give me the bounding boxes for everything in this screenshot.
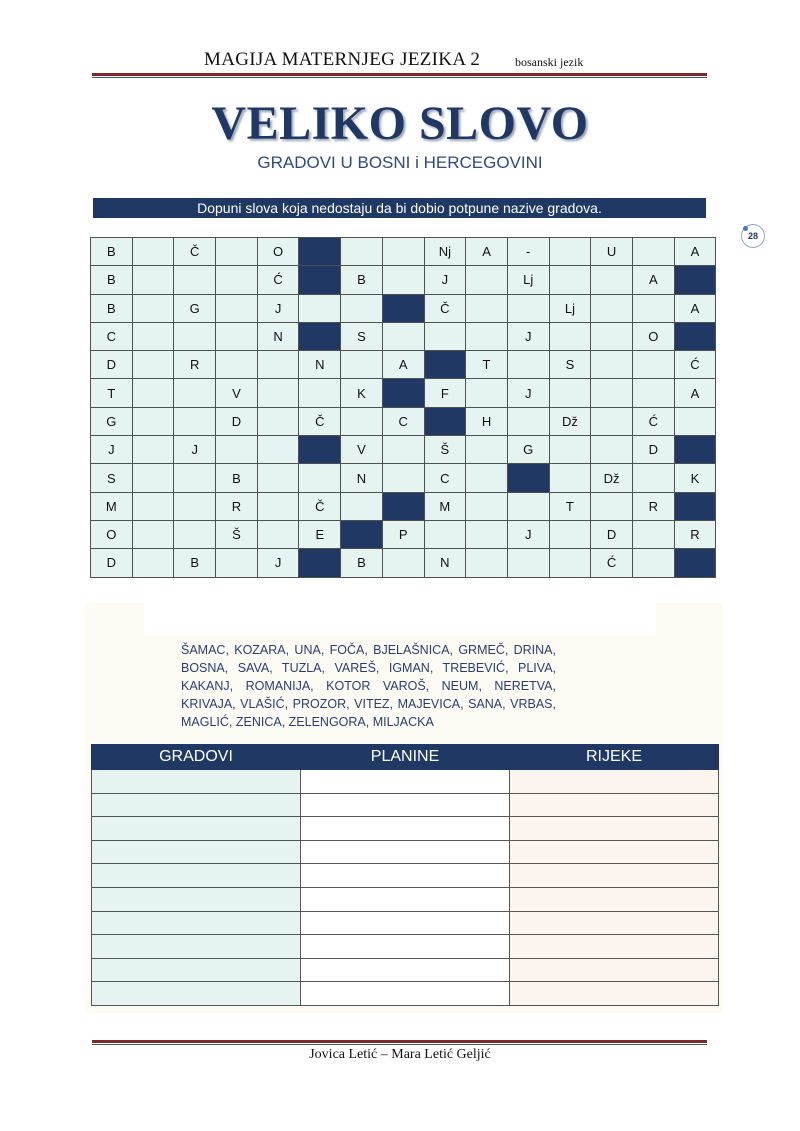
category-table: [91, 744, 719, 1006]
grid-letter-cell: U: [591, 238, 633, 266]
grid-empty-cell[interactable]: [549, 266, 591, 294]
grid-letter-cell: C: [91, 322, 133, 350]
grid-row: [91, 351, 716, 379]
grid-empty-cell[interactable]: [257, 492, 299, 520]
grid-empty-cell[interactable]: [591, 407, 633, 435]
book-title: MAGIJA MATERNJEG JEZIKA 2: [204, 49, 481, 70]
grid-letter-cell: A: [382, 351, 424, 379]
category-row: [92, 793, 719, 817]
grid-blocked-cell: [299, 322, 341, 350]
grid-empty-cell[interactable]: [591, 379, 633, 407]
category-row: [92, 911, 719, 935]
category-row: [92, 817, 719, 841]
grid-letter-cell: K: [674, 464, 716, 492]
grid-blocked-cell: [674, 322, 716, 350]
rijeke-cell[interactable]: [510, 982, 719, 1006]
grid-letter-cell: M: [424, 492, 466, 520]
grid-letter-cell: C: [382, 407, 424, 435]
grid-empty-cell[interactable]: [382, 238, 424, 266]
grid-empty-cell[interactable]: [632, 379, 674, 407]
gradovi-cell[interactable]: [92, 958, 301, 982]
grid-letter-cell: R: [216, 492, 258, 520]
grid-empty-cell[interactable]: [466, 322, 508, 350]
planine-cell[interactable]: [301, 770, 510, 794]
grid-letter-cell: J: [424, 266, 466, 294]
grid-letter-cell: J: [507, 322, 549, 350]
category-row: [92, 840, 719, 864]
grid-blocked-cell: [674, 266, 716, 294]
grid-letter-cell: J: [507, 520, 549, 548]
grid-letter-cell: A: [466, 238, 508, 266]
grid-letter-cell: J: [91, 436, 133, 464]
word-bank-line: BOSNA, SAVA, TUZLA, VAREŠ, IGMAN, TREBEVIĆ, PLIVA,: [181, 661, 556, 675]
grid-empty-cell[interactable]: [174, 379, 216, 407]
grid-row: [91, 436, 716, 464]
gradovi-cell[interactable]: [92, 840, 301, 864]
grid-blocked-cell: [674, 549, 716, 577]
grid-empty-cell[interactable]: [174, 492, 216, 520]
page-subtitle: GRADOVI U BOSNI i HERCEGOVINI: [257, 153, 543, 172]
grid-letter-cell: Ć: [674, 351, 716, 379]
grid-letter-cell: Lj: [507, 266, 549, 294]
grid-empty-cell[interactable]: [591, 492, 633, 520]
header-planine: PLANINE: [301, 745, 510, 770]
rijeke-cell[interactable]: [510, 817, 719, 841]
grid-letter-cell: D: [216, 407, 258, 435]
grid-empty-cell[interactable]: [466, 492, 508, 520]
grid-blocked-cell: [299, 238, 341, 266]
planine-cell[interactable]: [301, 911, 510, 935]
grid-letter-cell: D: [91, 549, 133, 577]
grid-letter-cell: A: [674, 379, 716, 407]
page-title: VELIKO SLOVO: [211, 97, 589, 150]
grid-row: [91, 464, 716, 492]
grid-empty-cell[interactable]: [216, 266, 258, 294]
rijeke-cell[interactable]: [510, 911, 719, 935]
category-row: [92, 982, 719, 1006]
grid-empty-cell[interactable]: [174, 322, 216, 350]
grid-empty-cell[interactable]: [257, 436, 299, 464]
grid-empty-cell[interactable]: [216, 351, 258, 379]
category-row: [92, 887, 719, 911]
grid-blocked-cell: [299, 266, 341, 294]
grid-empty-cell[interactable]: [174, 464, 216, 492]
grid-letter-cell: S: [549, 351, 591, 379]
grid-blocked-cell: [382, 294, 424, 322]
grid-letter-cell: B: [174, 549, 216, 577]
grid-empty-cell[interactable]: [132, 294, 174, 322]
grid-empty-cell[interactable]: [132, 238, 174, 266]
grid-empty-cell[interactable]: [132, 351, 174, 379]
grid-empty-cell[interactable]: [216, 322, 258, 350]
grid-letter-cell: O: [91, 520, 133, 548]
planine-cell[interactable]: [301, 958, 510, 982]
grid-letter-cell: Š: [424, 436, 466, 464]
grid-empty-cell[interactable]: [507, 492, 549, 520]
book-subtitle: bosanski jezik: [515, 55, 584, 69]
grid-letter-cell: V: [216, 379, 258, 407]
word-bank-notch: [144, 603, 656, 636]
grid-letter-cell: Č: [424, 294, 466, 322]
grid-empty-cell[interactable]: [216, 238, 258, 266]
category-row: [92, 770, 719, 794]
grid-letter-cell: Dž: [549, 407, 591, 435]
grid-empty-cell[interactable]: [466, 266, 508, 294]
grid-letter-cell: Ć: [257, 266, 299, 294]
grid-empty-cell[interactable]: [549, 549, 591, 577]
grid-empty-cell[interactable]: [132, 407, 174, 435]
grid-row: [91, 379, 716, 407]
gradovi-cell[interactable]: [92, 817, 301, 841]
grid-empty-cell[interactable]: [632, 520, 674, 548]
grid-letter-cell: B: [216, 464, 258, 492]
grid-letter-cell: A: [674, 238, 716, 266]
grid-empty-cell[interactable]: [299, 294, 341, 322]
category-row: [92, 958, 719, 982]
grid-letter-cell: B: [91, 238, 133, 266]
grid-empty-cell[interactable]: [466, 549, 508, 577]
grid-row: [91, 266, 716, 294]
planine-cell[interactable]: [301, 817, 510, 841]
grid-empty-cell[interactable]: [591, 294, 633, 322]
word-bank-line: KAKANJ, ROMANIJA, KOTOR VAROŠ, NEUM, NERETVA,: [181, 679, 556, 693]
grid-empty-cell[interactable]: [216, 436, 258, 464]
grid-letter-cell: Č: [174, 238, 216, 266]
grid-empty-cell[interactable]: [591, 351, 633, 379]
grid-letter-cell: Dž: [591, 464, 633, 492]
grid-letter-cell: N: [341, 464, 383, 492]
grid-empty-cell[interactable]: [549, 379, 591, 407]
grid-empty-cell[interactable]: [632, 238, 674, 266]
grid-letter-cell: T: [549, 492, 591, 520]
grid-letter-cell: Č: [299, 407, 341, 435]
page-number: 28: [747, 231, 758, 241]
grid-blocked-cell: [674, 436, 716, 464]
grid-empty-cell[interactable]: [382, 464, 424, 492]
grid-blocked-cell: [299, 436, 341, 464]
grid-empty-cell[interactable]: [632, 464, 674, 492]
grid-letter-cell: R: [674, 520, 716, 548]
planine-cell[interactable]: [301, 982, 510, 1006]
grid-letter-cell: B: [341, 549, 383, 577]
rijeke-cell[interactable]: [510, 840, 719, 864]
grid-empty-cell[interactable]: [257, 379, 299, 407]
grid-empty-cell[interactable]: [382, 436, 424, 464]
grid-empty-cell[interactable]: [507, 351, 549, 379]
grid-empty-cell[interactable]: [507, 549, 549, 577]
grid-empty-cell[interactable]: [341, 407, 383, 435]
grid-letter-cell: D: [591, 520, 633, 548]
planine-cell[interactable]: [301, 793, 510, 817]
grid-letter-cell: G: [91, 407, 133, 435]
grid-empty-cell[interactable]: [549, 520, 591, 548]
page-number-badge: [741, 224, 765, 248]
grid-empty-cell[interactable]: [549, 322, 591, 350]
letter-grid: [90, 237, 716, 578]
word-bank-line: ŠAMAC, KOZARA, UNA, FOČA, BJELAŠNICA, GRMEČ, DRINA,: [181, 643, 556, 657]
grid-letter-cell: D: [91, 351, 133, 379]
grid-letter-cell: G: [174, 294, 216, 322]
planine-cell[interactable]: [301, 935, 510, 959]
grid-letter-cell: Ć: [632, 407, 674, 435]
grid-empty-cell[interactable]: [632, 294, 674, 322]
grid-letter-cell: S: [341, 322, 383, 350]
grid-blocked-cell: [299, 549, 341, 577]
grid-letter-cell: N: [299, 351, 341, 379]
grid-letter-cell: Lj: [549, 294, 591, 322]
grid-row: [91, 407, 716, 435]
grid-empty-cell[interactable]: [591, 436, 633, 464]
grid-empty-cell[interactable]: [132, 322, 174, 350]
gradovi-cell[interactable]: [92, 770, 301, 794]
grid-empty-cell[interactable]: [591, 266, 633, 294]
word-bank-line: MAGLIĆ, ZENICA, ZELENGORA, MILJACKA: [181, 715, 434, 729]
rijeke-cell[interactable]: [510, 887, 719, 911]
grid-letter-cell: J: [257, 549, 299, 577]
grid-letter-cell: J: [507, 379, 549, 407]
grid-empty-cell[interactable]: [382, 322, 424, 350]
grid-blocked-cell: [382, 492, 424, 520]
grid-letter-cell: T: [91, 379, 133, 407]
grid-letter-cell: A: [632, 266, 674, 294]
instruction-banner: Dopuni slova koja nedostaju da bi dobio potpune nazive gradova.: [93, 198, 706, 218]
planine-cell[interactable]: [301, 840, 510, 864]
grid-letter-cell: C: [424, 464, 466, 492]
grid-row: [91, 294, 716, 322]
gradovi-cell[interactable]: [92, 982, 301, 1006]
grid-blocked-cell: [424, 351, 466, 379]
grid-empty-cell[interactable]: [257, 351, 299, 379]
grid-letter-cell: J: [174, 436, 216, 464]
grid-empty-cell[interactable]: [507, 294, 549, 322]
category-row: [92, 864, 719, 888]
grid-empty-cell[interactable]: [132, 266, 174, 294]
grid-letter-cell: G: [507, 436, 549, 464]
footer-rule: [92, 1040, 707, 1045]
rijeke-cell[interactable]: [510, 864, 719, 888]
grid-empty-cell[interactable]: [466, 520, 508, 548]
header-rijeke: RIJEKE: [510, 745, 719, 770]
grid-empty-cell[interactable]: [507, 407, 549, 435]
grid-empty-cell[interactable]: [132, 464, 174, 492]
grid-letter-cell: B: [91, 294, 133, 322]
grid-letter-cell: T: [466, 351, 508, 379]
gradovi-cell[interactable]: [92, 935, 301, 959]
grid-letter-cell: Ć: [591, 549, 633, 577]
grid-letter-cell: R: [632, 492, 674, 520]
grid-empty-cell[interactable]: [257, 407, 299, 435]
grid-empty-cell[interactable]: [132, 436, 174, 464]
grid-empty-cell[interactable]: [299, 464, 341, 492]
rijeke-cell[interactable]: [510, 793, 719, 817]
grid-letter-cell: D: [632, 436, 674, 464]
grid-blocked-cell: [674, 492, 716, 520]
grid-empty-cell[interactable]: [341, 351, 383, 379]
grid-letter-cell: N: [257, 322, 299, 350]
grid-empty-cell[interactable]: [341, 492, 383, 520]
authors: Jovica Letić – Mara Letić Geljić: [309, 1047, 491, 1062]
grid-empty-cell[interactable]: [382, 266, 424, 294]
grid-empty-cell[interactable]: [174, 407, 216, 435]
gradovi-cell[interactable]: [92, 911, 301, 935]
grid-empty-cell[interactable]: [424, 322, 466, 350]
grid-letter-cell: O: [632, 322, 674, 350]
grid-empty-cell[interactable]: [466, 379, 508, 407]
grid-blocked-cell: [424, 407, 466, 435]
grid-empty-cell[interactable]: [632, 549, 674, 577]
grid-blocked-cell: [382, 379, 424, 407]
grid-letter-cell: N: [424, 549, 466, 577]
rijeke-cell[interactable]: [510, 935, 719, 959]
grid-empty-cell[interactable]: [132, 549, 174, 577]
rijeke-cell[interactable]: [510, 770, 719, 794]
grid-row: [91, 322, 716, 350]
grid-row: [91, 238, 716, 266]
grid-row: [91, 520, 716, 548]
grid-letter-cell: H: [466, 407, 508, 435]
grid-empty-cell[interactable]: [466, 464, 508, 492]
grid-letter-cell: -: [507, 238, 549, 266]
grid-empty-cell[interactable]: [132, 379, 174, 407]
grid-letter-cell: S: [91, 464, 133, 492]
grid-letter-cell: K: [341, 379, 383, 407]
grid-letter-cell: R: [174, 351, 216, 379]
grid-letter-cell: E: [299, 520, 341, 548]
grid-empty-cell[interactable]: [216, 294, 258, 322]
grid-empty-cell[interactable]: [216, 549, 258, 577]
grid-empty-cell[interactable]: [174, 266, 216, 294]
header-gradovi: GRADOVI: [92, 745, 301, 770]
grid-letter-cell: V: [341, 436, 383, 464]
grid-empty-cell[interactable]: [174, 520, 216, 548]
grid-letter-cell: J: [257, 294, 299, 322]
grid-empty-cell[interactable]: [549, 436, 591, 464]
grid-letter-cell: F: [424, 379, 466, 407]
grid-empty-cell[interactable]: [132, 520, 174, 548]
grid-letter-cell: P: [382, 520, 424, 548]
grid-empty-cell[interactable]: [299, 379, 341, 407]
grid-empty-cell[interactable]: [341, 294, 383, 322]
header-rule: [92, 73, 707, 78]
grid-row: [91, 549, 716, 577]
grid-empty-cell[interactable]: [674, 407, 716, 435]
planine-cell[interactable]: [301, 887, 510, 911]
grid-empty-cell[interactable]: [466, 436, 508, 464]
grid-empty-cell[interactable]: [549, 464, 591, 492]
grid-letter-cell: Š: [216, 520, 258, 548]
grid-empty-cell[interactable]: [257, 464, 299, 492]
grid-empty-cell[interactable]: [549, 238, 591, 266]
grid-row: [91, 492, 716, 520]
badge-dot-icon: [743, 226, 748, 231]
grid-letter-cell: Č: [299, 492, 341, 520]
grid-empty-cell[interactable]: [257, 520, 299, 548]
gradovi-cell[interactable]: [92, 793, 301, 817]
gradovi-cell[interactable]: [92, 887, 301, 911]
grid-letter-cell: B: [341, 266, 383, 294]
rijeke-cell[interactable]: [510, 958, 719, 982]
grid-letter-cell: A: [674, 294, 716, 322]
grid-letter-cell: Nj: [424, 238, 466, 266]
grid-empty-cell[interactable]: [341, 238, 383, 266]
grid-empty-cell[interactable]: [466, 294, 508, 322]
grid-letter-cell: O: [257, 238, 299, 266]
grid-empty-cell[interactable]: [591, 322, 633, 350]
category-row: [92, 935, 719, 959]
gradovi-cell[interactable]: [92, 864, 301, 888]
grid-letter-cell: B: [91, 266, 133, 294]
grid-empty-cell[interactable]: [132, 492, 174, 520]
planine-cell[interactable]: [301, 864, 510, 888]
grid-empty-cell[interactable]: [632, 351, 674, 379]
word-bank-line: KRIVAJA, VLAŠIĆ, PROZOR, VITEZ, MAJEVICA, SANA, VRBAS,: [181, 697, 556, 711]
grid-letter-cell: M: [91, 492, 133, 520]
grid-empty-cell[interactable]: [424, 520, 466, 548]
grid-blocked-cell: [507, 464, 549, 492]
grid-blocked-cell: [341, 520, 383, 548]
grid-empty-cell[interactable]: [382, 549, 424, 577]
